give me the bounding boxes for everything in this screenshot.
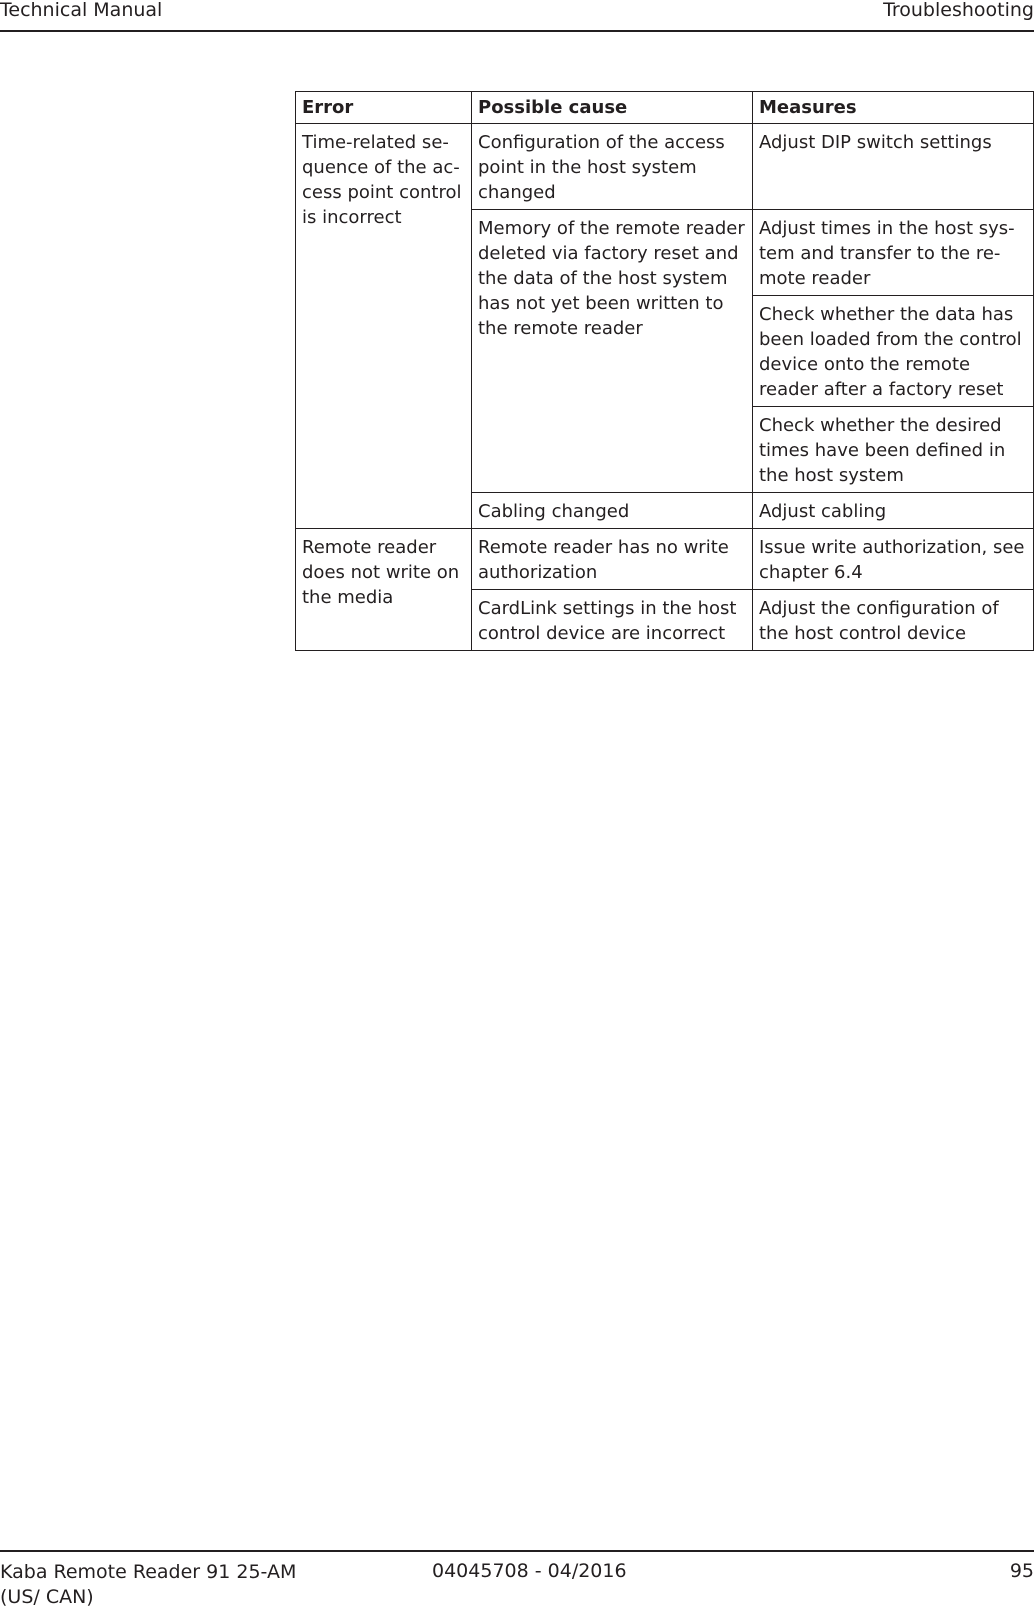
cause-cell: Configuration of the access point in the host system changed bbox=[472, 124, 753, 210]
page-footer bbox=[0, 1550, 1034, 1608]
cause-cell: Cabling changed bbox=[472, 493, 753, 529]
footer-document-name: Kaba Remote Reader 91 25-AM (US/ CAN) bbox=[0, 1561, 297, 1608]
measure-cell: Adjust the configuration of the host control device bbox=[753, 590, 1034, 651]
footer-document-number: 04045708 - 04/2016 bbox=[432, 1560, 627, 1582]
measure-cell: Adjust times in the host sys-tem and transfer to the re-mote reader bbox=[753, 210, 1034, 296]
cause-cell: CardLink settings in the host control device are incorrect bbox=[472, 590, 753, 651]
column-header-possible-cause: Possible cause bbox=[472, 92, 753, 124]
measure-cell: Check whether the data has been loaded from the control device onto the remote reader after a factory reset bbox=[753, 296, 1034, 407]
measure-cell: Adjust cabling bbox=[753, 493, 1034, 529]
measure-cell: Issue write authorization, see chapter 6.4 bbox=[753, 529, 1034, 590]
table-row bbox=[296, 529, 1034, 590]
troubleshooting-table bbox=[295, 91, 1034, 651]
cause-cell: Remote reader has no write authorization bbox=[472, 529, 753, 590]
cause-cell: Memory of the remote reader deleted via factory reset and the data of the host system has not yet been written to the remote reader bbox=[472, 210, 753, 493]
error-cell: Time-related se-quence of the ac-cess point control is incorrect bbox=[296, 124, 472, 529]
column-header-measures: Measures bbox=[753, 92, 1034, 124]
page-number: 95 bbox=[1009, 1560, 1034, 1582]
table-header-row bbox=[296, 92, 1034, 124]
header-document-title: Technical Manual bbox=[0, 0, 163, 21]
error-cell: Remote reader does not write on the media bbox=[296, 529, 472, 651]
measure-cell: Adjust DIP switch settings bbox=[753, 124, 1034, 210]
measure-cell: Check whether the desired times have been defined in the host system bbox=[753, 407, 1034, 493]
table-row bbox=[296, 124, 1034, 210]
header-section-title: Troubleshooting bbox=[883, 0, 1034, 21]
column-header-error: Error bbox=[296, 92, 472, 124]
page-header bbox=[0, 0, 1034, 32]
